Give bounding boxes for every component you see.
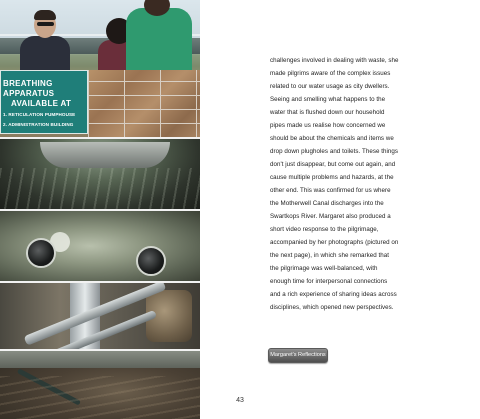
text-line: the Motherwell Canal discharges into the	[270, 200, 384, 207]
concrete-channel	[0, 350, 200, 368]
text-line: Swartkops River. Margaret also produced a	[270, 213, 391, 220]
text-line: the next page), in which she remarked that	[270, 252, 390, 259]
clarifier-drum	[40, 142, 170, 168]
photo-sludge-flow	[0, 350, 200, 419]
text-line: made pilgrims aware of the complex issues	[270, 70, 391, 77]
photo-clarifier	[0, 138, 200, 210]
page-number: 43	[236, 397, 244, 404]
text-line: cause multiple problems and hazards, at the	[270, 174, 394, 181]
body-paragraph	[270, 54, 420, 314]
text-line: related to our water usage as city dwellers.	[270, 83, 390, 90]
photo-screw-conveyor	[0, 282, 200, 350]
sludge-ripples	[0, 376, 200, 419]
photo-divider	[0, 209, 200, 211]
photo-divider	[0, 137, 200, 139]
text-line: other end. This was confirmed for us where	[270, 187, 391, 194]
margarets-reflections-button[interactable]: Margaret's Reflections	[268, 348, 328, 363]
text-line: should be about the chemicals and items we	[270, 135, 394, 142]
sludge-streaks	[0, 168, 200, 210]
text-line: water that is flushed down our household	[270, 109, 385, 116]
breathing-apparatus-sign	[0, 70, 88, 134]
text-line: the pilgrimage was well-balanced, with	[270, 265, 378, 272]
outlet-pipe	[136, 246, 166, 276]
sign-item-2: 2. ADMINISTRATION BUILDING	[3, 122, 74, 127]
sign-title-line-2: AVAILABLE AT	[11, 99, 72, 108]
text-line: Seeing and smelling what happens to the	[270, 96, 386, 103]
outlet-pipe	[26, 238, 56, 268]
photo-collage	[0, 0, 200, 419]
text-line: drop down plugholes and toilets. These things	[270, 148, 399, 155]
brick-wall	[88, 70, 200, 138]
text-line: challenges involved in dealing with waste, she	[270, 57, 399, 64]
person-green-shirt	[126, 0, 192, 74]
text-line: and a rich experience of sharing ideas across	[270, 291, 397, 298]
text-line: disciplines, which opened new perspectives.	[270, 304, 394, 311]
sign-title	[3, 79, 89, 109]
sign-title-line-1: BREATHING APPARATUS	[3, 79, 55, 98]
text-line: short video response to the pilgrimage,	[270, 226, 379, 233]
text-line: enough time for interpersonal connections	[270, 278, 388, 285]
photo-foam-pipes	[0, 210, 200, 282]
photo-divider	[0, 349, 200, 351]
text-line: accompanied by her photographs (pictured on	[270, 239, 399, 246]
person-with-glasses	[18, 12, 70, 72]
photo-divider	[0, 281, 200, 283]
sign-item-1: 1. RETICULATION PUMPHOUSE	[3, 112, 76, 117]
text-line: don't just disappear, but come out again, and	[270, 161, 396, 168]
photo-site-visit	[0, 0, 200, 138]
text-line: pipes made us realise how concerned we	[270, 122, 386, 129]
